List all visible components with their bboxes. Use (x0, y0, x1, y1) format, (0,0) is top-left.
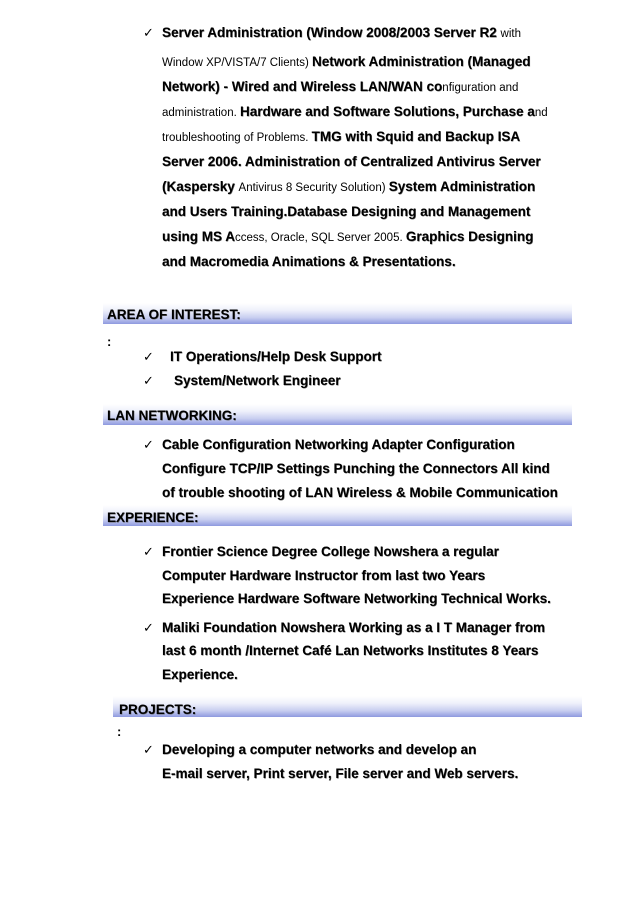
skills-line-bold-text: Network Administration (Managed (311, 54, 531, 69)
lan-networking-title: LAN NETWORKING: (107, 408, 237, 423)
experience-line: Frontier Science Degree College Nowshera a regular (162, 544, 499, 559)
projects-header (113, 696, 582, 717)
interest-item: System/Network Engineer (174, 373, 341, 388)
skills-line-bold-text: Network) - Wired and Wireless LAN/WAN co (162, 79, 443, 94)
skills-line-bold-text: Server Administration (Window 2008/2003 Server R2 (162, 25, 501, 40)
experience-line: last 6 month /Internet Café Lan Networks Institutes 8 Years (162, 643, 539, 658)
checkmark-icon: ✓ (143, 544, 154, 559)
skills-line-bold-text: using MS A (162, 229, 235, 244)
skills-line-bold-text: Graphics Designing (405, 229, 534, 244)
skills-line-bold-text: (Kaspersky (162, 179, 239, 194)
interest-item: IT Operations/Help Desk Support (170, 349, 382, 364)
checkmark-icon: ✓ (143, 349, 154, 364)
projects-title: PROJECTS: (119, 702, 197, 717)
checkmark-icon: ✓ (143, 437, 154, 452)
skills-line-text: with (500, 28, 521, 40)
checkmark-icon: ✓ (143, 373, 154, 388)
project-line: E-mail server, Print server, File server and Web servers. (162, 766, 519, 781)
skills-line (162, 153, 541, 171)
experience-line: Experience. (162, 667, 238, 682)
skills-line-bold-text: Hardware and Software Solutions, Purchase a (239, 104, 535, 119)
experience-header (103, 505, 572, 526)
experience-line: Experience Hardware Software Networking Technical Works. (162, 591, 551, 606)
area-of-interest-colon: : (107, 334, 112, 349)
area-of-interest-title: AREA OF INTEREST: (107, 307, 241, 322)
skills-line-text: troubleshooting of Problems. (162, 132, 312, 144)
skills-line (162, 203, 530, 221)
skills-line (162, 128, 520, 147)
checkmark-icon: ✓ (143, 25, 154, 40)
skills-line-text: Window XP/VISTA/7 Clients) (162, 57, 312, 69)
skills-line-bold-text: and Users Training.Database Designing and Management (162, 204, 531, 219)
skills-line-bold-text: TMG with Squid and Backup ISA (311, 129, 521, 144)
skills-line (162, 228, 533, 247)
experience-line: Computer Hardware Instructor from last two Years (162, 568, 486, 583)
experience-line: Maliki Foundation Nowshera Working as a I T Manager from (162, 620, 546, 635)
skills-line (162, 103, 548, 122)
checkmark-icon: ✓ (143, 742, 154, 757)
skills-line (162, 178, 535, 197)
project-line: Developing a computer networks and develop an (162, 742, 477, 757)
skills-line-text: nd (534, 107, 548, 119)
lan-networking-line: Cable Configuration Networking Adapter Configuration (162, 437, 515, 452)
experience-title: EXPERIENCE: (107, 510, 199, 525)
skills-line (162, 253, 456, 271)
skills-line-bold-text: Server 2006. Administration of Centralized Antivirus Server (162, 154, 541, 169)
area-of-interest-header (103, 303, 572, 324)
skills-line-text: nfiguration and (442, 82, 519, 94)
skills-line (162, 24, 521, 43)
lan-networking-line: Configure TCP/IP Settings Punching the Connectors All kind (162, 461, 550, 476)
skills-line-bold-text: System Administration (388, 179, 536, 194)
projects-colon: : (117, 724, 122, 739)
checkmark-icon: ✓ (143, 620, 154, 635)
skills-line-text: ccess, Oracle, SQL Server 2005. (235, 232, 406, 244)
lan-networking-header (103, 404, 572, 425)
skills-line-text: Antivirus 8 Security Solution) (238, 182, 389, 194)
skills-line (162, 78, 518, 97)
skills-line (162, 53, 531, 72)
lan-networking-line: of trouble shooting of LAN Wireless & Mobile Communication (162, 485, 558, 500)
skills-line-text: administration. (162, 107, 240, 119)
skills-line-bold-text: and Macromedia Animations & Presentations. (162, 254, 456, 269)
